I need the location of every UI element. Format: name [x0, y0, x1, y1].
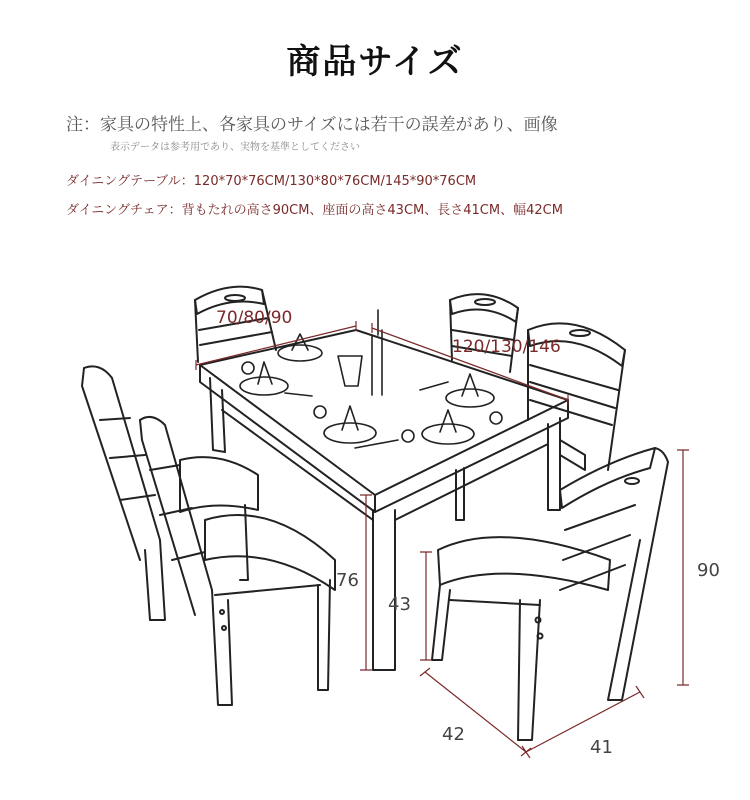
chair-height-label: 90: [697, 560, 720, 581]
table-spec: ダイニングテーブル：120*70*76CM/130*80*76CM/145*90*76CM: [66, 174, 477, 189]
dimension-lines: [196, 321, 689, 758]
page-title: 商品サイズ: [286, 42, 464, 82]
dining-table: [200, 330, 568, 670]
table-height-label: 76: [336, 570, 359, 591]
table-length-label: 120/130/146: [452, 337, 561, 357]
chair-spec: ダイニングチェア：背もたれの高さ90CM、座面の高さ43CM、長さ41CM、幅42CM: [66, 203, 563, 218]
chair-depth-label: 41: [590, 737, 613, 758]
chair-width-label: 42: [442, 724, 465, 745]
tableware: [240, 310, 502, 448]
disclaimer-note: 注：家具の特性上、各家具のサイズには若干の誤差があり、画像: [66, 115, 558, 135]
seat-height-label: 43: [388, 594, 411, 615]
disclaimer-note-sub: 表示データは参考用であり、実物を基準としてください: [110, 142, 360, 153]
dining-set-illustration: [0, 240, 750, 800]
table-width-label: 70/80/90: [216, 308, 293, 328]
